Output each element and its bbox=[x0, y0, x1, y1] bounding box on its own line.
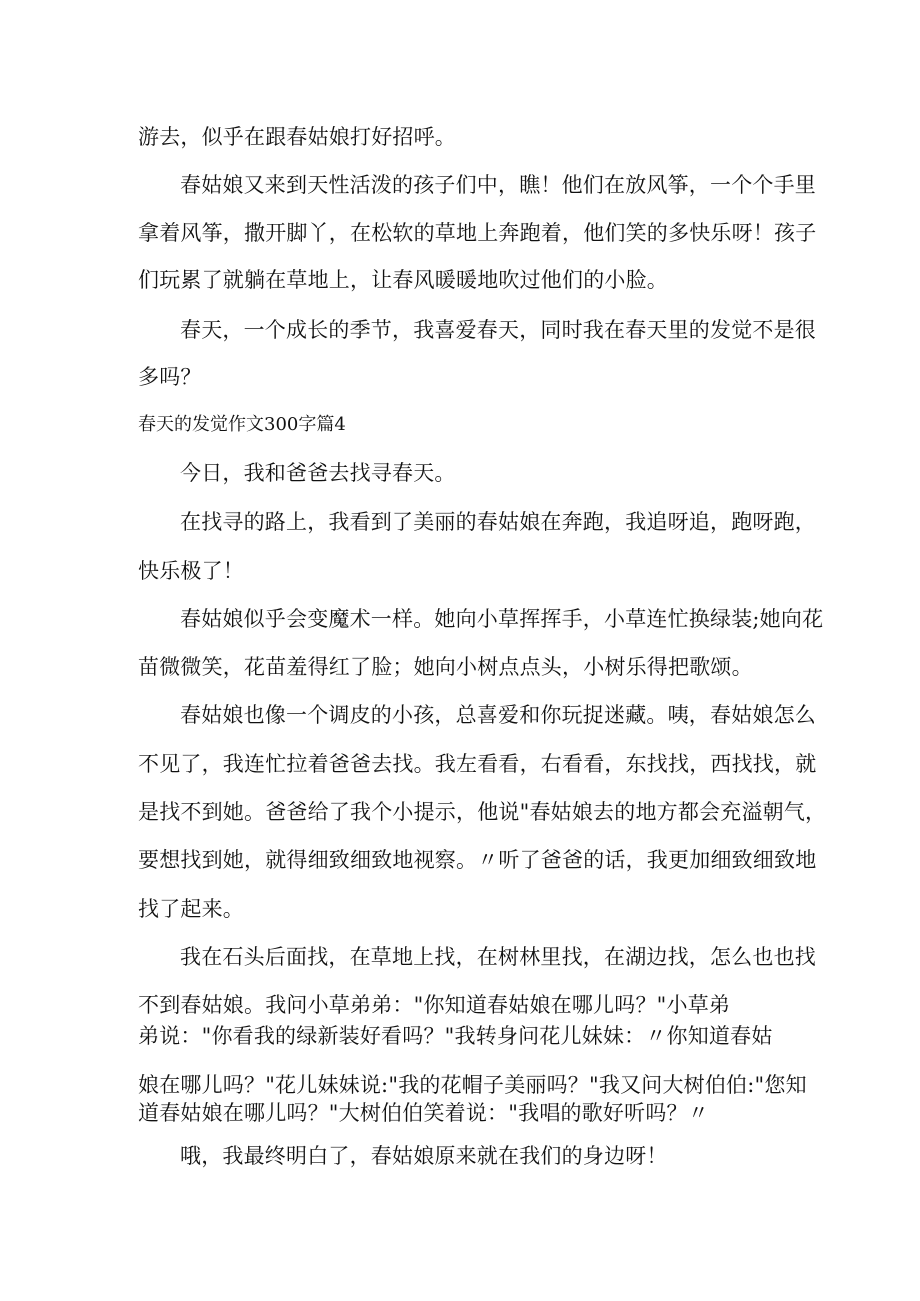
text-line-12: 春姑娘也像一个调皮的小孩，总喜爱和你玩捉迷藏。咦，春姑娘怎么 bbox=[180, 703, 816, 727]
text-line-21: 道春姑娘在哪儿吗？"大树伯伯笑着说："我唱的歌好听吗？〃 bbox=[138, 1101, 709, 1125]
text-line-14: 是找不到她。爸爸给了我个小提示，他说"春姑娘去的地方都会充溢朝气， bbox=[138, 800, 827, 824]
text-line-3: 拿着风筝，撒开脚丫，在松软的草地上奔跑着，他们笑的多快乐呀！孩子 bbox=[138, 221, 817, 245]
text-line-18: 不到春姑娘。我问小草弟弟："你知道春姑娘在哪儿吗？"小草弟 bbox=[138, 993, 731, 1017]
text-line-15: 要想找到她，就得细致细致地视察。〃听了爸爸的话，我更加细致细致地 bbox=[138, 848, 817, 872]
text-line-19: 弟说："你看我的绿新装好看吗？"我转身问花儿妹妹：〃你知道春姑 bbox=[138, 1024, 773, 1048]
section-heading: 春天的发觉作文300字篇4 bbox=[138, 414, 346, 435]
text-line-4: 们玩累了就躺在草地上，让春风暖暖地吹过他们的小脸。 bbox=[138, 268, 668, 292]
text-line-20: 娘在哪儿吗？"花儿妹妹说:"我的花帽子美丽吗？"我又问大树伯伯:"您知 bbox=[138, 1073, 807, 1097]
text-line-2: 春姑娘又来到天性活泼的孩子们中，瞧！他们在放风筝，一个个手里 bbox=[180, 173, 816, 197]
text-line-10: 春姑娘似乎会变魔术一样。她向小草挥挥手，小草连忙换绿装;她向花 bbox=[180, 607, 824, 631]
text-line-11: 苗微微笑，花苗羞得红了脸；她向小树点点头，小树乐得把歌颂。 bbox=[138, 655, 753, 679]
text-line-8: 在找寻的路上，我看到了美丽的春姑娘在奔跑，我追呀追，跑呀跑， bbox=[180, 510, 816, 534]
text-line-22: 哦，我最终明白了，春姑娘原来就在我们的身边呀！ bbox=[180, 1144, 668, 1168]
text-line-9: 快乐极了！ bbox=[138, 559, 244, 583]
text-line-16: 找了起来。 bbox=[138, 897, 244, 921]
text-line-6: 多吗？ bbox=[138, 365, 202, 389]
text-line-17: 我在石头后面找，在草地上找，在树林里找，在湖边找，怎么也也找 bbox=[180, 945, 816, 969]
text-line-7: 今日，我和爸爸去找寻春天。 bbox=[180, 461, 456, 485]
text-line-1: 游去，似乎在跟春姑娘打好招呼。 bbox=[138, 125, 456, 149]
text-line-5: 春天，一个成长的季节，我喜爱春天，同时我在春天里的发觉不是很 bbox=[180, 318, 816, 342]
text-line-13: 不见了，我连忙拉着爸爸去找。我左看看，右看看，东找找，西找找，就 bbox=[138, 752, 817, 776]
